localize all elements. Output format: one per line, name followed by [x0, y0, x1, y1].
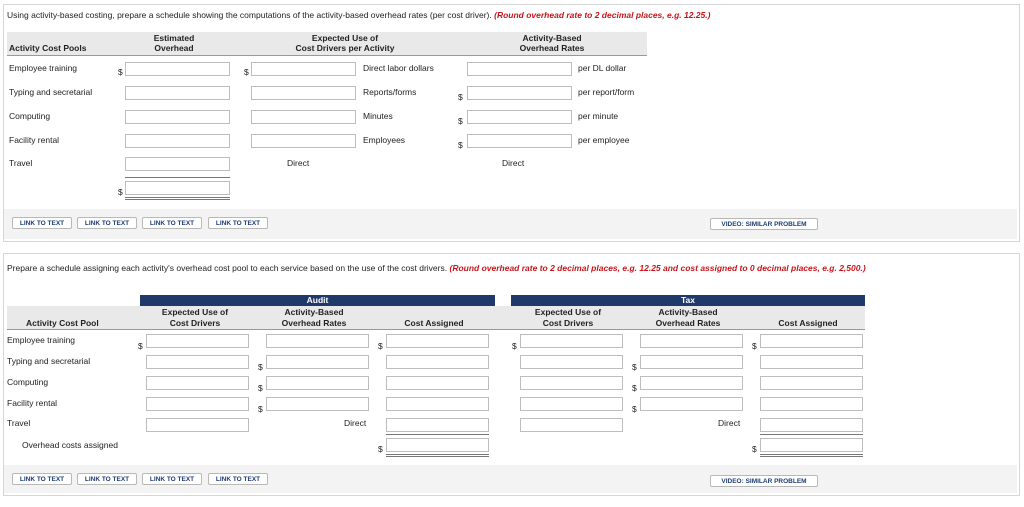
header-tax-cost-assigned: Cost Assigned	[778, 318, 838, 328]
pool-travel: Travel	[9, 158, 33, 168]
audit-use-input-typing[interactable]	[146, 355, 249, 369]
pool-computing: Computing	[7, 377, 49, 387]
header-audit-cost-assigned: Cost Assigned	[404, 318, 464, 328]
tax-assigned-input-computing[interactable]	[760, 376, 863, 390]
dollar-sign: $	[752, 341, 757, 351]
audit-use-input-computing[interactable]	[146, 376, 249, 390]
header-activity-cost-pool: Activity Cost Pool	[26, 318, 99, 328]
audit-title: Audit	[306, 295, 329, 305]
audit-title-band	[140, 295, 495, 306]
tax-use-input-computing[interactable]	[520, 376, 623, 390]
audit-use-input-travel[interactable]	[146, 418, 249, 432]
dollar-sign: $	[138, 341, 143, 351]
audit-rate-input-computing[interactable]	[266, 376, 369, 390]
driver-label-computing: Minutes	[363, 111, 393, 121]
audit-rate-input-facility[interactable]	[266, 397, 369, 411]
overhead-input-facility[interactable]	[125, 134, 230, 148]
driver-input-computing[interactable]	[251, 110, 356, 124]
audit-assigned-input-typing[interactable]	[386, 355, 489, 369]
dollar-sign: $	[632, 383, 637, 393]
overhead-total-input[interactable]	[125, 181, 230, 195]
driver-label-employee-training: Direct labor dollars	[363, 63, 434, 73]
header-tax-use-2: Cost Drivers	[542, 318, 594, 328]
link-to-text-button[interactable]: LINK TO TEXT	[142, 473, 202, 485]
header-audit-use-2: Cost Drivers	[169, 318, 221, 328]
header-rates-2: Overhead Rates	[519, 43, 585, 53]
pool-employee-training: Employee training	[9, 63, 78, 73]
dollar-sign: $	[258, 404, 263, 414]
pool-travel: Travel	[7, 418, 31, 428]
audit-double-rule-2	[386, 456, 489, 457]
header-audit-rate-1: Activity-Based	[284, 307, 344, 317]
dollar-sign: $	[378, 341, 383, 351]
header-rates-1: Activity-Based	[522, 33, 582, 43]
link-to-text-button[interactable]: LINK TO TEXT	[77, 217, 137, 229]
assignment-schedule-panel	[3, 253, 1020, 496]
tax-double-rule-2	[760, 456, 863, 457]
header-tax-rate-1: Activity-Based	[658, 307, 718, 317]
video-similar-problem-button[interactable]: VIDEO: SIMILAR PROBLEM	[710, 475, 818, 487]
rate-unit-typing: per report/form	[578, 87, 635, 97]
driver-direct-travel: Direct	[287, 158, 310, 168]
header-estimated-overhead-1: Estimated	[153, 33, 195, 43]
part2-header-underline	[7, 329, 865, 330]
tax-use-input-facility[interactable]	[520, 397, 623, 411]
link-to-text-button[interactable]: LINK TO TEXT	[12, 473, 72, 485]
video-similar-problem-button[interactable]: VIDEO: SIMILAR PROBLEM	[710, 218, 818, 230]
rate-unit-facility: per employee	[578, 135, 630, 145]
rate-unit-computing: per minute	[578, 111, 619, 121]
pool-facility-rental: Facility rental	[7, 398, 58, 408]
dollar-sign: $	[632, 404, 637, 414]
pool-typing-secretarial: Typing and secretarial	[7, 356, 91, 366]
pool-typing-secretarial: Typing and secretarial	[9, 87, 93, 97]
tax-rate-input-typing[interactable]	[640, 355, 743, 369]
link-to-text-button[interactable]: LINK TO TEXT	[12, 217, 72, 229]
link-to-text-button[interactable]: LINK TO TEXT	[208, 217, 268, 229]
part2-rounding-note: (Round overhead rate to 2 decimal places, e.g. 12.25 and cost assigned to 0 decimal places, e.g. 2,500.)	[449, 263, 866, 273]
rate-input-facility[interactable]	[467, 134, 572, 148]
tax-assigned-total-input[interactable]	[760, 438, 863, 452]
total-double-rule-2	[125, 199, 230, 200]
pool-employee-training: Employee training	[7, 335, 76, 345]
header-tax-rate-2: Overhead Rates	[655, 318, 721, 328]
tax-assigned-input-travel[interactable]	[760, 418, 863, 432]
header-expected-use-1: Expected Use of	[311, 33, 379, 43]
dollar-sign: $	[512, 341, 517, 351]
rate-input-computing[interactable]	[467, 110, 572, 124]
tax-use-input-typing[interactable]	[520, 355, 623, 369]
tax-rate-input-facility[interactable]	[640, 397, 743, 411]
part1-instruction	[7, 10, 1012, 21]
header-activity-cost-pools: Activity Cost Pools	[9, 43, 87, 53]
part2-instruction-text: Prepare a schedule assigning each activity's overhead cost pool to each service based on the use of the cost drivers.	[7, 263, 448, 273]
audit-assigned-input-travel[interactable]	[386, 418, 489, 432]
dollar-sign: $	[458, 140, 463, 150]
audit-total-rule	[386, 434, 489, 435]
total-top-rule	[125, 177, 230, 178]
tax-rate-direct-travel: Direct	[718, 418, 741, 428]
part2-instruction	[7, 263, 1007, 274]
tax-assigned-input-typing[interactable]	[760, 355, 863, 369]
header-audit-rate-2: Overhead Rates	[281, 318, 347, 328]
audit-assigned-total-input[interactable]	[386, 438, 489, 452]
overhead-input-employee-training[interactable]	[125, 62, 230, 76]
audit-rate-direct-travel: Direct	[344, 418, 367, 428]
link-to-text-button[interactable]: LINK TO TEXT	[208, 473, 268, 485]
tax-use-input-employee-training[interactable]	[520, 334, 623, 348]
driver-label-facility: Employees	[363, 135, 406, 145]
audit-use-input-facility[interactable]	[146, 397, 249, 411]
overhead-input-typing[interactable]	[125, 86, 230, 100]
driver-label-typing: Reports/forms	[363, 87, 417, 97]
header-underline	[7, 55, 647, 56]
rate-unit-employee-training: per DL dollar	[578, 63, 627, 73]
part1-instruction-text: Using activity-based costing, prepare a schedule showing the computations of the activity-based overhead rates (per cost driver).	[7, 10, 492, 20]
tax-assigned-input-facility[interactable]	[760, 397, 863, 411]
audit-assigned-input-computing[interactable]	[386, 376, 489, 390]
tax-title: Tax	[680, 295, 696, 305]
header-expected-use-2: Cost Drivers per Activity	[295, 43, 395, 53]
rate-direct-travel: Direct	[502, 158, 525, 168]
dollar-sign: $	[378, 444, 383, 454]
dollar-sign: $	[458, 92, 463, 102]
audit-use-input-employee-training[interactable]	[146, 334, 249, 348]
link-to-text-button[interactable]: LINK TO TEXT	[77, 473, 137, 485]
tax-assigned-input-employee-training[interactable]	[760, 334, 863, 348]
pool-facility-rental: Facility rental	[9, 135, 60, 145]
overhead-costs-assigned-label: Overhead costs assigned	[22, 440, 118, 450]
total-double-rule-1	[125, 197, 230, 198]
tax-title-band	[511, 295, 865, 306]
tax-rate-input-employee-training[interactable]	[640, 334, 743, 348]
dollar-sign: $	[752, 444, 757, 454]
header-audit-use-1: Expected Use of	[161, 307, 229, 317]
audit-assigned-input-facility[interactable]	[386, 397, 489, 411]
part1-rounding-note: (Round overhead rate to 2 decimal places, e.g. 12.25.)	[494, 10, 711, 20]
tax-double-rule-1	[760, 454, 863, 455]
dollar-sign: $	[244, 67, 249, 77]
audit-rate-input-typing[interactable]	[266, 355, 369, 369]
dollar-sign: $	[118, 67, 123, 77]
link-to-text-button[interactable]: LINK TO TEXT	[142, 217, 202, 229]
overhead-input-computing[interactable]	[125, 110, 230, 124]
dollar-sign: $	[632, 362, 637, 372]
dollar-sign: $	[258, 383, 263, 393]
audit-double-rule-1	[386, 454, 489, 455]
tax-use-input-travel[interactable]	[520, 418, 623, 432]
driver-input-facility[interactable]	[251, 134, 356, 148]
overhead-input-travel[interactable]	[125, 157, 230, 171]
rate-input-typing[interactable]	[467, 86, 572, 100]
audit-rate-input-employee-training[interactable]	[266, 334, 369, 348]
rate-input-employee-training[interactable]	[467, 62, 572, 76]
header-estimated-overhead-2: Overhead	[154, 43, 194, 53]
driver-input-typing[interactable]	[251, 86, 356, 100]
dollar-sign: $	[258, 362, 263, 372]
dollar-sign: $	[118, 187, 123, 197]
tax-total-rule	[760, 434, 863, 435]
pool-computing: Computing	[9, 111, 51, 121]
dollar-sign: $	[458, 116, 463, 126]
header-tax-use-1: Expected Use of	[534, 307, 602, 317]
audit-assigned-input-employee-training[interactable]	[386, 334, 489, 348]
tax-rate-input-computing[interactable]	[640, 376, 743, 390]
driver-input-employee-training[interactable]	[251, 62, 356, 76]
